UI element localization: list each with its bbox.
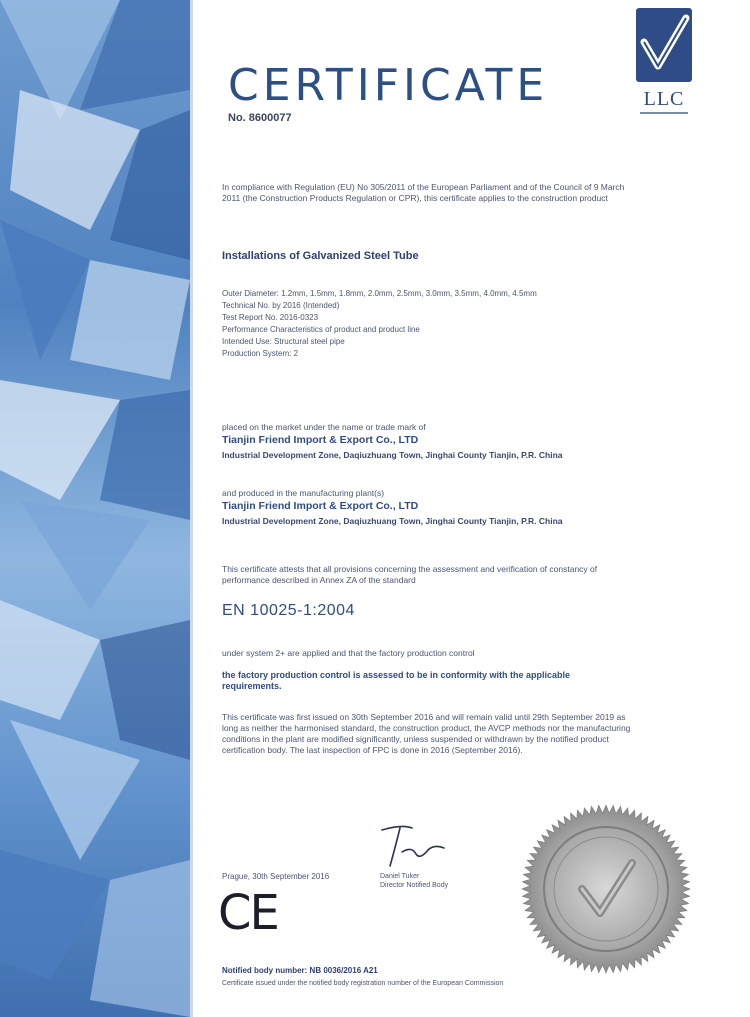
logo-text: LLC [643, 88, 685, 110]
logo-underline [640, 112, 688, 114]
detail-line: Production System: 2 [222, 349, 299, 358]
llc-logo [636, 8, 692, 116]
sidebar-divider [190, 0, 193, 1017]
detail-line: Test Report No. 2016-0323 [222, 313, 319, 322]
plant-address: Industrial Development Zone, Daqiuzhuang Town, Jinghai County Tianjin, P.R. China [222, 516, 563, 526]
ce-mark: CE [218, 885, 278, 941]
handwritten-signature [372, 822, 452, 872]
embossed-seal [520, 803, 692, 975]
intro-paragraph: In compliance with Regulation (EU) No 305/2011 of the European Parliament and of the Council of 9 March 2011 (the Construction Products Regulation or CPR), this certificate applies to the construction product [222, 182, 625, 203]
certificate-title: CERTIFICATE [228, 60, 549, 111]
validity-paragraph: This certificate was first issued on 30th September 2016 and will remain valid until 29th September 2019 as long as neither the harmonised standard, the construction product, the AVCP methods nor the manufacturing conditions in the plant are modified significantly, unless suspended or withdrawn by the notified product certification body. The last inspection of FPC is done in 2016 (September 2016). [222, 712, 631, 755]
product-title: Installations of Galvanized Steel Tube [222, 250, 419, 262]
crystal-pattern-graphic [0, 0, 190, 1017]
notified-body-number: Notified body number: NB 0036/2016 A21 [222, 966, 378, 975]
detail-line: Intended Use: Structural steel pipe [222, 337, 345, 346]
conformity-note: the factory production control is assessed to be in conformity with the applicable requirements. [222, 670, 571, 691]
detail-line: Performance Characteristics of product and product line [222, 325, 420, 334]
plant-name: Tianjin Friend Import & Export Co., LTD [222, 500, 419, 512]
manufacturer-name: Tianjin Friend Import & Export Co., LTD [222, 434, 419, 446]
system-text: under system 2+ are applied and that the factory production control [222, 648, 475, 658]
detail-line: Outer Diameter: 1.2mm, 1.5mm, 1.8mm, 2.0mm, 2.5mm, 3.0mm, 3.5mm, 4.0mm, 4.5mm [222, 289, 537, 298]
checkmark-logo-icon [636, 8, 692, 82]
signer-name: Daniel Tuker [380, 873, 420, 880]
signer-role: Director Notified Body [380, 882, 449, 889]
footer-note: Certificate issued under the notified body registration number of the European Commission [222, 980, 504, 987]
detail-line: Technical No. by 2016 (Intended) [222, 301, 340, 310]
plant-intro: and produced in the manufacturing plant(s) [222, 488, 385, 498]
place-and-date: Prague, 30th September 2016 [222, 872, 330, 881]
manufacturer-address: Industrial Development Zone, Daqiuzhuang Town, Jinghai County Tianjin, P.R. China [222, 450, 563, 460]
scope-text: This certificate attests that all provisions concerning the assessment and verification of constancy of performance described in Annex ZA of the standard [222, 564, 598, 585]
certificate-number: No. 8600077 [228, 112, 292, 124]
decorative-sidebar [0, 0, 190, 1017]
placed-on-market-intro: placed on the market under the name or trade mark of [222, 422, 426, 432]
standard-number: EN 10025-1:2004 [222, 602, 355, 619]
product-details [222, 288, 632, 360]
signer-block [380, 872, 448, 890]
